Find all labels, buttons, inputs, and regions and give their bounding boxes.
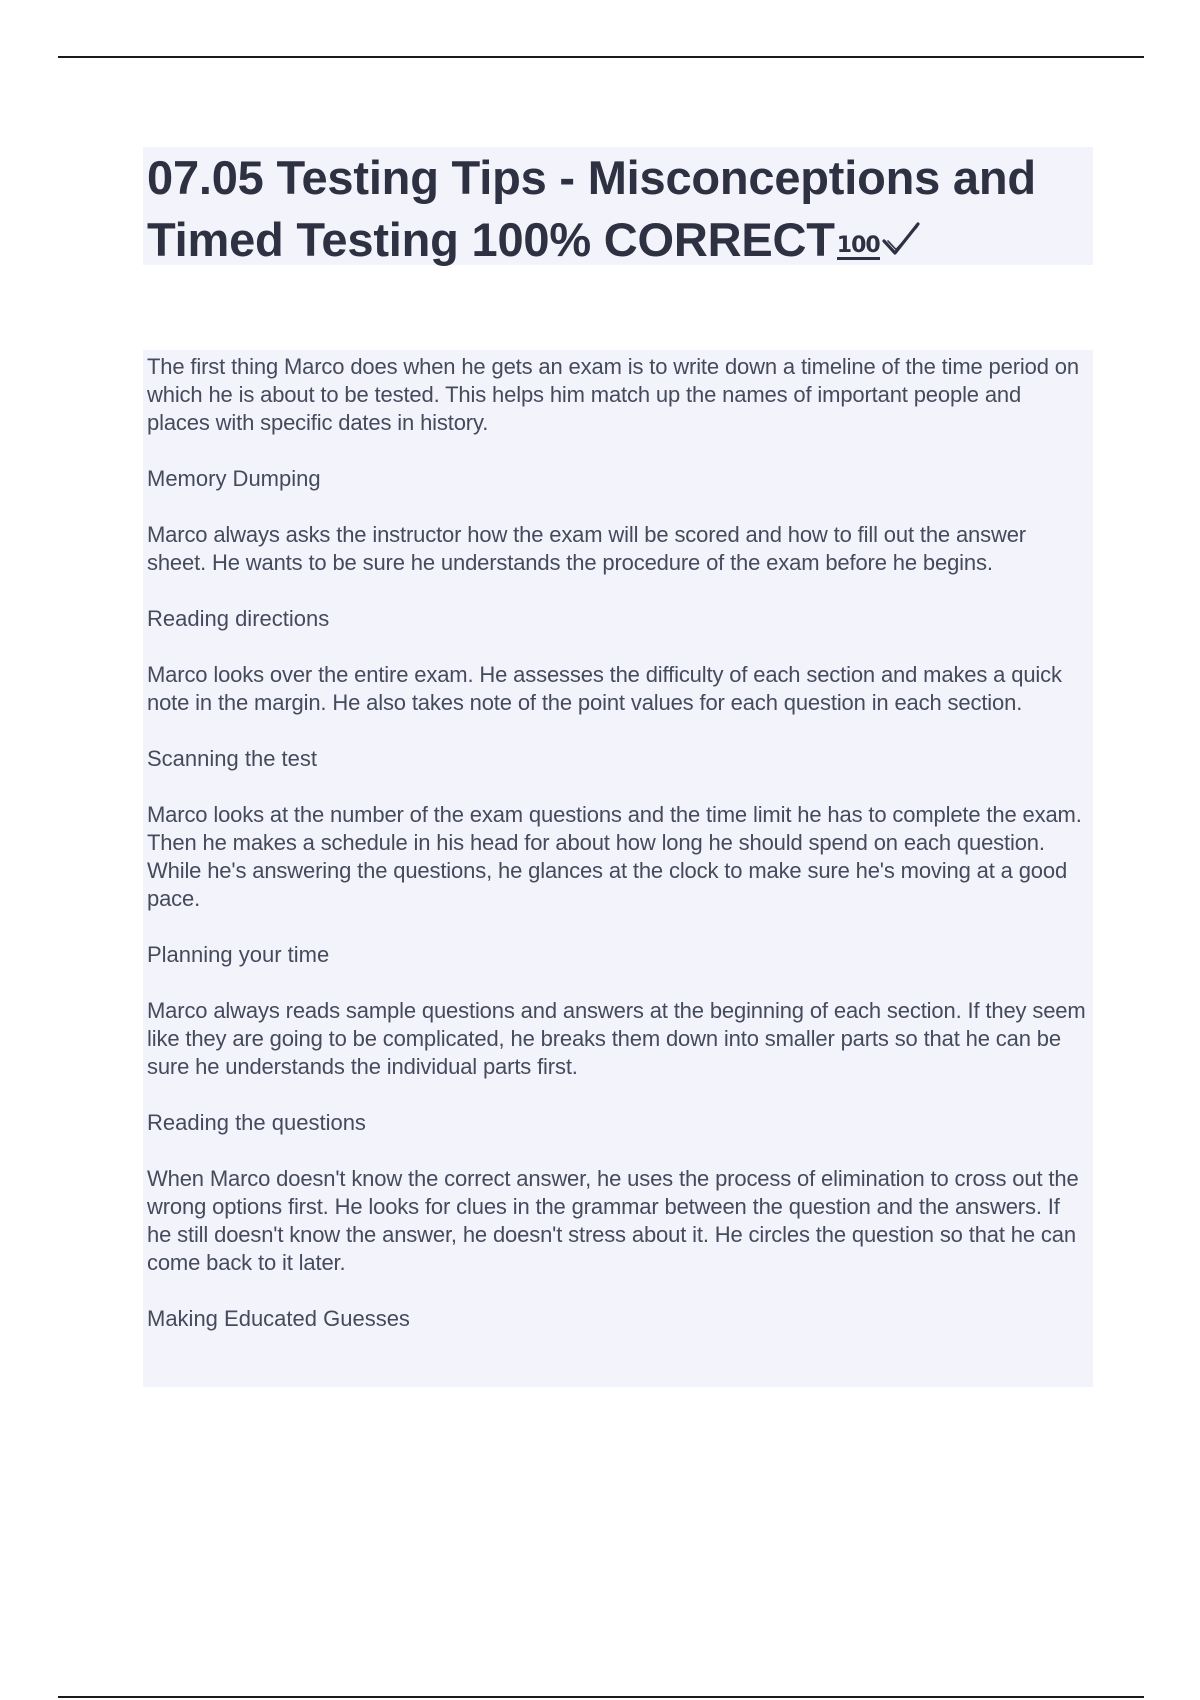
hundred-points-icon: 100	[836, 233, 880, 258]
check-mark-icon	[880, 211, 922, 273]
answer-text: Planning your time	[147, 942, 330, 967]
answer-text: Scanning the test	[147, 746, 318, 771]
question-text: Marco looks over the entire exam. He assesses the difficulty of each section and makes a quick note in the margin. He also takes note of the point values for each question in each section.	[147, 662, 1062, 715]
question-text: The first thing Marco does when he gets an exam is to write down a timeline of the time period on which he is about to be tested. This helps him match up the names of important people and places with specific dates in history.	[147, 354, 1079, 435]
answer-text: Reading directions	[147, 606, 330, 631]
question-text: Marco always reads sample questions and answers at the beginning of each section. If they seem like they are going to be complicated, he breaks them down into smaller parts so that he can be sure he understands the individual parts first.	[147, 998, 1086, 1079]
qa-item	[147, 997, 1089, 1137]
qa-item	[147, 801, 1089, 969]
content-panel	[143, 350, 1093, 1387]
qa-item	[147, 1165, 1089, 1333]
answer-text: Memory Dumping	[147, 466, 321, 491]
title-badges	[837, 209, 922, 273]
question-text: When Marco doesn't know the correct answer, he uses the process of elimination to cross out the wrong options first. He looks for clues in the grammar between the question and the answers. If he still doesn't know the answer, he doesn't stress about it. He circles the question so that he can come back to it later.	[147, 1166, 1079, 1275]
page-title	[147, 147, 1089, 273]
question-text: Marco always asks the instructor how the exam will be scored and how to fill out the answer sheet. He wants to be sure he understands the procedure of the exam before he begins.	[147, 522, 1026, 575]
question-text: Marco looks at the number of the exam questions and the time limit he has to complete the exam. Then he makes a schedule in his head for about how long he should spend on each question. While he's answering the questions, he glances at the clock to make sure he's moving at a good pace.	[147, 802, 1082, 911]
bottom-rule	[58, 1696, 1144, 1698]
answer-text: Making Educated Guesses	[147, 1306, 410, 1331]
page-title-text: 07.05 Testing Tips - Misconceptions and Timed Testing 100% CORRECT	[147, 151, 1036, 266]
answer-text: Reading the questions	[147, 1110, 366, 1135]
title-panel	[143, 147, 1093, 265]
qa-item	[147, 661, 1089, 773]
qa-item	[147, 521, 1089, 633]
qa-item	[147, 353, 1089, 493]
top-rule	[58, 56, 1144, 58]
